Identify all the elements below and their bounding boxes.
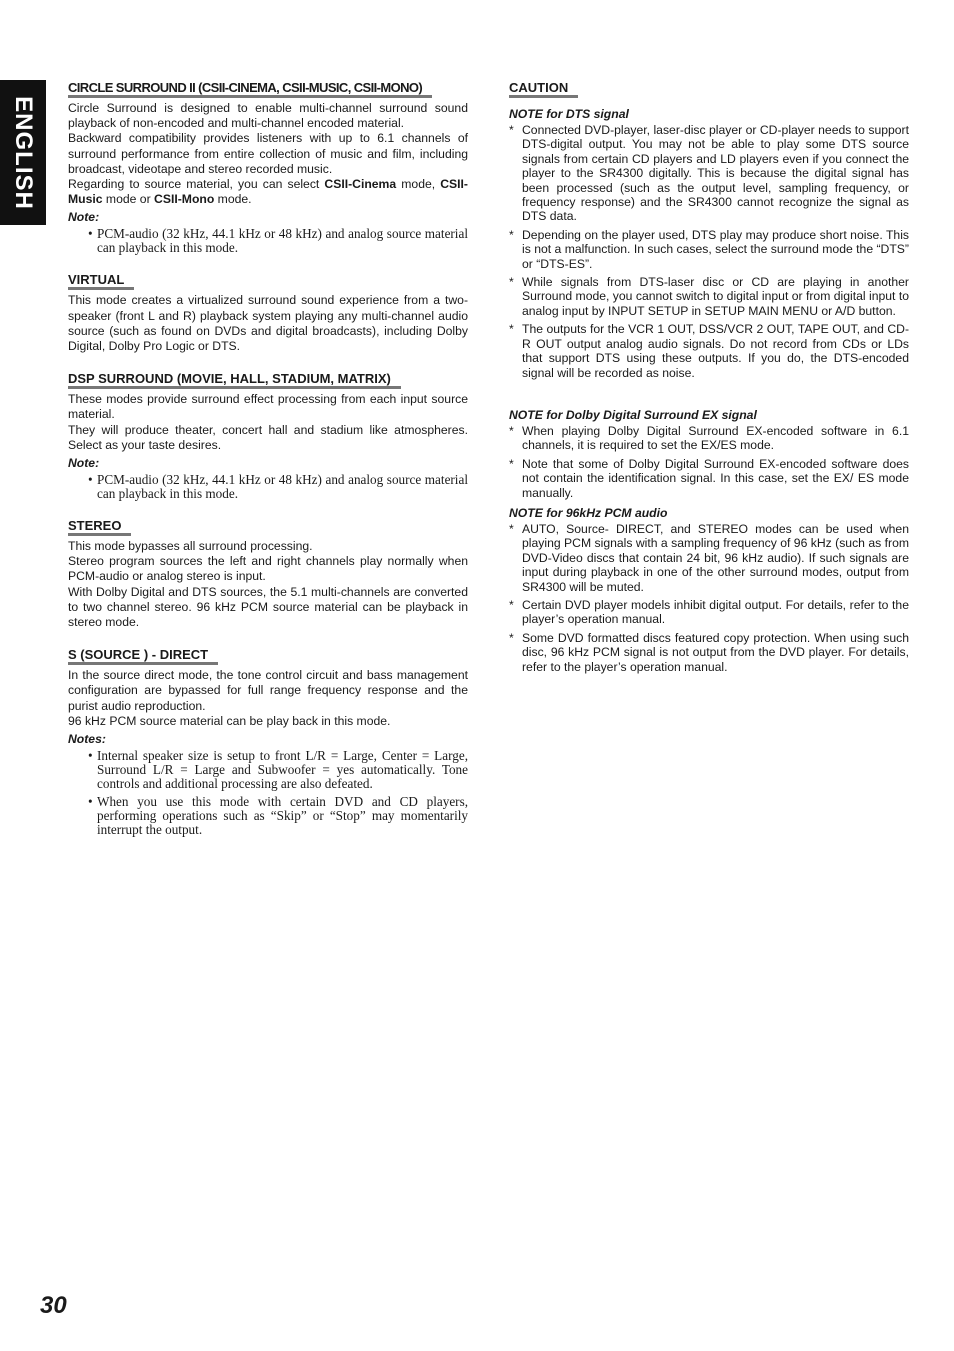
list-item: • PCM-audio (32 kHz, 44.1 kHz or 48 kHz) and analog source material can playback in this mode. bbox=[88, 473, 468, 501]
left-column bbox=[68, 79, 468, 853]
dts-note-list bbox=[509, 123, 909, 380]
dsp-note-list bbox=[68, 473, 468, 501]
page-number: 30 bbox=[40, 1292, 67, 1319]
list-item: • PCM-audio (32 kHz, 44.1 kHz or 48 kHz) and analog source material can playback in this mode. bbox=[88, 227, 468, 255]
section-heading-virtual: VIRTUAL bbox=[68, 272, 134, 290]
virtual-paragraph-1: This mode creates a virtualized surround sound experience from a two-speaker (front L and R) playback system playing any multi-channel audio source (such as found on DVDs and digital broadcasts), including Dolby Digital, Dolby Pro Logic or DTS. bbox=[68, 293, 468, 354]
language-side-tab bbox=[0, 80, 46, 225]
list-item: • When you use this mode with certain DVD and CD players, performing operations such as “Skip” or “Stop” may momentarily interrupt the output. bbox=[88, 795, 468, 837]
spacer bbox=[509, 386, 909, 402]
list-item: • Internal speaker size is setup to front L/R = Large, Center = Large, Surround L/R = Large and Subwoofer = yes automatically. Tone controls and additional processing are also defeated. bbox=[88, 749, 468, 791]
dolby-ex-note-list bbox=[509, 424, 909, 500]
list-item: * The outputs for the VCR 1 OUT, DSS/VCR 2 OUT, TAPE OUT, and CD-R OUT output analog audio signals. Do not record from CDs or LDs that support DTS using these outputs. If you do, the DTS-encoded signal will be recorded as noise. bbox=[509, 322, 909, 380]
section-csii bbox=[68, 79, 468, 255]
csii-paragraph-2: Backward compatibility provides listeners with up to 6.1 channels of surround performance from entire collection of music and film, including broadcast, videotape and stereo recorded music. bbox=[68, 131, 468, 176]
list-item: * Certain DVD player models inhibit digital output. For details, refer to the player’s operation manual. bbox=[509, 598, 909, 627]
direct-paragraph-1: In the source direct mode, the tone control circuit and bass management configuration are bypassed for full range frequency response and the purist audio reproduction. bbox=[68, 668, 468, 713]
section-dsp bbox=[68, 370, 468, 501]
right-column bbox=[509, 79, 909, 680]
pcm-96khz-note-heading: NOTE for 96kHz PCM audio bbox=[509, 505, 668, 520]
stereo-paragraph-1: This mode bypasses all surround processing. bbox=[68, 539, 313, 554]
dolby-ex-note-heading: NOTE for Dolby Digital Surround EX signal bbox=[509, 407, 757, 422]
section-heading-dsp: DSP SURROUND (MOVIE, HALL, STADIUM, MATRIX) bbox=[68, 371, 401, 389]
stereo-paragraph-3: With Dolby Digital and DTS sources, the 5.1 multi-channels are converted to two channel stereo. 96 kHz PCM source material can be playback in stereo mode. bbox=[68, 584, 468, 630]
list-item: * Depending on the player used, DTS play may produce short noise. This is not a malfunction. In such cases, select the surround mode the “DTS” or “DTS-ES”. bbox=[509, 228, 909, 271]
section-heading-csii: CIRCLE SURROUND II (CSII-CINEMA, CSII-MUSIC, CSII-MONO) bbox=[68, 80, 432, 98]
list-item: * When playing Dolby Digital Surround EX-encoded software in 6.1 channels, it is required to set the EX/ES mode. bbox=[509, 424, 909, 453]
section-virtual bbox=[68, 271, 468, 354]
section-heading-direct: S (SOURCE ) - DIRECT bbox=[68, 647, 218, 665]
section-direct bbox=[68, 646, 468, 837]
csii-note-label: Note: bbox=[68, 210, 100, 225]
section-heading-stereo: STEREO bbox=[68, 518, 131, 536]
list-item: * Connected DVD-player, laser-disc player or CD-player needs to support DTS-digital output. You may not be able to play some DTS source signals from certain CD players and LD players even if you connect the player to the SR4300 digitally. This is because the digital signal has been processed (such as the output level, sampling frequency, or frequency response) and the SR4300 cannot recognize the signal as DTS data. bbox=[509, 123, 909, 224]
dsp-paragraph-1: These modes provide surround effect processing from each input source material. bbox=[68, 392, 468, 422]
pcm-96khz-note-list bbox=[509, 522, 909, 674]
list-item: * Some DVD formatted discs featured copy protection. When using such disc, 96 kHz PCM signal is not output from the DVD player. For details, refer to the player’s operation manual. bbox=[509, 631, 909, 674]
language-side-tab-label: ENGLISH bbox=[10, 95, 37, 210]
direct-notes-label: Notes: bbox=[68, 732, 106, 747]
direct-note-list bbox=[68, 749, 468, 837]
csii-paragraph-1: Circle Surround is designed to enable multi-channel surround sound playback of non-encoded and multi-channel encoded material. bbox=[68, 101, 468, 131]
list-item: * While signals from DTS-laser disc or CD are playing in another Surround mode, you cannot switch to digital input or from digital input to analog input by INPUT SETUP in SETUP MAIN MENU or A/D button. bbox=[509, 275, 909, 318]
direct-paragraph-2: 96 kHz PCM source material can be play back in this mode. bbox=[68, 713, 391, 728]
stereo-paragraph-2: Stereo program sources the left and right channels play normally when PCM-audio or analog stereo is input. bbox=[68, 554, 468, 584]
dts-note-heading: NOTE for DTS signal bbox=[509, 107, 629, 121]
dsp-paragraph-2: They will produce theater, concert hall and stadium like atmospheres. Select as your taste desires. bbox=[68, 422, 468, 452]
list-item: * AUTO, Source- DIRECT, and STEREO modes can be used when playing PCM signals with a sampling frequency of 96 kHz (such as from DVD-Video discs that contain 24 bit, 96 kHz audio). If such signals are input during playback in one of the other surround modes, output from SR4300 will be muted. bbox=[509, 522, 909, 594]
dsp-note-label: Note: bbox=[68, 456, 100, 471]
csii-note-list bbox=[68, 227, 468, 255]
section-stereo bbox=[68, 517, 468, 630]
section-heading-caution: CAUTION bbox=[509, 80, 578, 98]
list-item: * Note that some of Dolby Digital Surround EX-encoded software does not contain the identification signal. In this case, set the EX/ ES mode manually. bbox=[509, 457, 909, 500]
csii-paragraph-3: Regarding to source material, you can select CSII-Cinema mode, CSII-Music mode or CSII-Mono mode. bbox=[68, 177, 468, 207]
